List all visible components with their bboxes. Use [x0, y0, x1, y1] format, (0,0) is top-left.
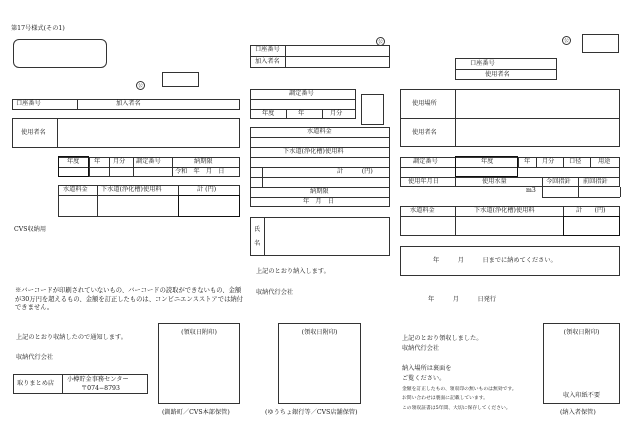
middle-account-label: 口座番号 [255, 46, 280, 53]
right-current-reading-label: 今回指針 [546, 178, 571, 185]
stamp-3-label: (領収日附印) [563, 329, 600, 336]
aggregator-name: 小樽貯金事務センター [67, 376, 129, 383]
middle-public-circle-mark: 公 [377, 39, 383, 45]
public-circle-mark: 公 [137, 83, 143, 89]
right-fiscal-year-label: 年度 [481, 158, 494, 165]
cvs-label: CVS収納用 [14, 226, 47, 233]
revenue-stamp-note: 収入印紙不要 [562, 392, 601, 399]
middle-month-label: 月分 [330, 110, 343, 117]
middle-year-label: 年 [298, 110, 305, 117]
stamp-box-3 [543, 323, 620, 404]
right-usage-amount-label: 使用水量 [482, 178, 507, 185]
right-place-line-2: ご覧ください。 [402, 375, 446, 382]
stamp-1-caption: (釧路町／CVS本部保管) [162, 409, 230, 416]
left-user-name-box [12, 118, 240, 148]
middle-name-label-1: 氏 [254, 226, 261, 233]
right-user-name-label: 使用者名 [412, 129, 437, 136]
address-window [13, 39, 107, 68]
middle-subscriber-label: 加入者名 [255, 58, 280, 65]
right-pay-by-text: 年 月 日までに納めてください。 [433, 257, 557, 264]
right-public-circle-mark: 公 [563, 38, 569, 44]
left-total-label: 計 (円) [197, 186, 217, 193]
left-account-label: 口座番号 [16, 100, 41, 107]
middle-sewer-fee-label: 下水道(浄化槽)使用料 [283, 148, 344, 155]
right-previous-reading-label: 前回指針 [583, 178, 608, 185]
stamp-3-caption: (納入者保管) [560, 409, 596, 416]
left-reiwa-date: 令和 年 月 日 [175, 168, 225, 175]
stamp-1-label: (領収日附印) [181, 329, 217, 336]
stamp-box-1 [158, 323, 240, 404]
aggregator-zip: 〒074−8793 [81, 385, 120, 392]
right-collection-agent: 収納代行会社 [402, 345, 440, 352]
middle-survey-label: 調定番号 [289, 90, 314, 97]
middle-total-label: 計 (円) [337, 168, 373, 175]
middle-due-ymd: 年 月 日 [303, 198, 334, 205]
right-purpose-label: 用途 [598, 158, 611, 165]
right-sewer-fee-label: 下水道(浄化槽)使用料 [474, 207, 535, 214]
right-year-label: 年 [524, 158, 531, 165]
right-note-2: お問い合わせは裏面に記載しています。 [402, 396, 488, 401]
barcode-note: ※バーコードが印刷されていないもの、バーコードの読取ができないもの、金額が30万円を超えるもの、金額を訂正したものは、コンビニエンスストアでは納付できません。 [15, 287, 243, 311]
right-account-label: 口座番号 [470, 60, 495, 67]
form-title: 第17号様式(その1) [11, 25, 65, 32]
right-survey-label: 調定番号 [413, 158, 438, 165]
middle-side-box [361, 94, 384, 125]
right-received-text: 上記のとおり領収しました。 [402, 335, 483, 342]
stamp-box-2 [278, 323, 361, 404]
left-user-name-label: 使用者名 [21, 129, 46, 136]
left-year-label: 年 [94, 158, 101, 165]
left-month-label: 月分 [113, 158, 126, 165]
right-note-3: この領収証書は5年間、大切に保存してください。 [402, 406, 511, 411]
left-water-fee-label: 水道料金 [63, 186, 88, 193]
left-total-amount-box [178, 195, 240, 217]
left-sewer-fee-label: 下水道(浄化槽)使用料 [101, 186, 162, 193]
middle-fiscal-year-label: 年度 [262, 110, 275, 117]
left-survey-no-label: 調定番号 [136, 158, 161, 165]
middle-collection-agent: 収納代行会社 [256, 289, 294, 296]
right-code-box [582, 34, 619, 53]
code-box [162, 72, 199, 87]
aggregator-label: 取りまとめ店 [17, 380, 55, 387]
right-unit-m3: m3 [526, 187, 536, 194]
right-user-name-top-label: 使用者名 [485, 71, 510, 78]
middle-name-box [250, 217, 390, 256]
right-note-1: 金額を訂正したもの、領収印の無いものは無効です。 [402, 387, 517, 392]
left-subscriber-label: 加入者名 [116, 100, 141, 107]
right-total-amount-box [563, 216, 620, 236]
right-place-line-1: 納入場所は裏面を [402, 365, 452, 372]
right-usage-date-label: 使用年月日 [408, 178, 439, 185]
left-received-notice: 上記のとおり収納したので通知します。 [16, 334, 127, 341]
left-fiscal-year-label: 年度 [67, 158, 80, 165]
middle-water-fee-label: 水道料金 [307, 128, 332, 135]
stamp-2-label: (領収日附印) [301, 329, 338, 336]
middle-paid-notice: 上記のとおり納入します。 [256, 268, 330, 275]
right-total-label: 計 (円) [576, 207, 606, 214]
middle-name-label-2: 名 [254, 240, 261, 247]
middle-due-date-label: 納期限 [310, 188, 329, 195]
right-usage-place-label: 使用場所 [412, 100, 437, 107]
left-collection-agent: 収納代行会社 [16, 354, 54, 361]
left-due-date-label: 納期限 [194, 158, 213, 165]
right-issue-date: 年 月 日発行 [428, 296, 497, 303]
right-caliber-label: 口径 [569, 158, 582, 165]
right-water-fee-label: 水道料金 [410, 207, 435, 214]
stamp-2-caption: (ゆうちょ銀行等／CVS店舗保管) [265, 409, 358, 416]
right-month-label: 月分 [542, 158, 555, 165]
